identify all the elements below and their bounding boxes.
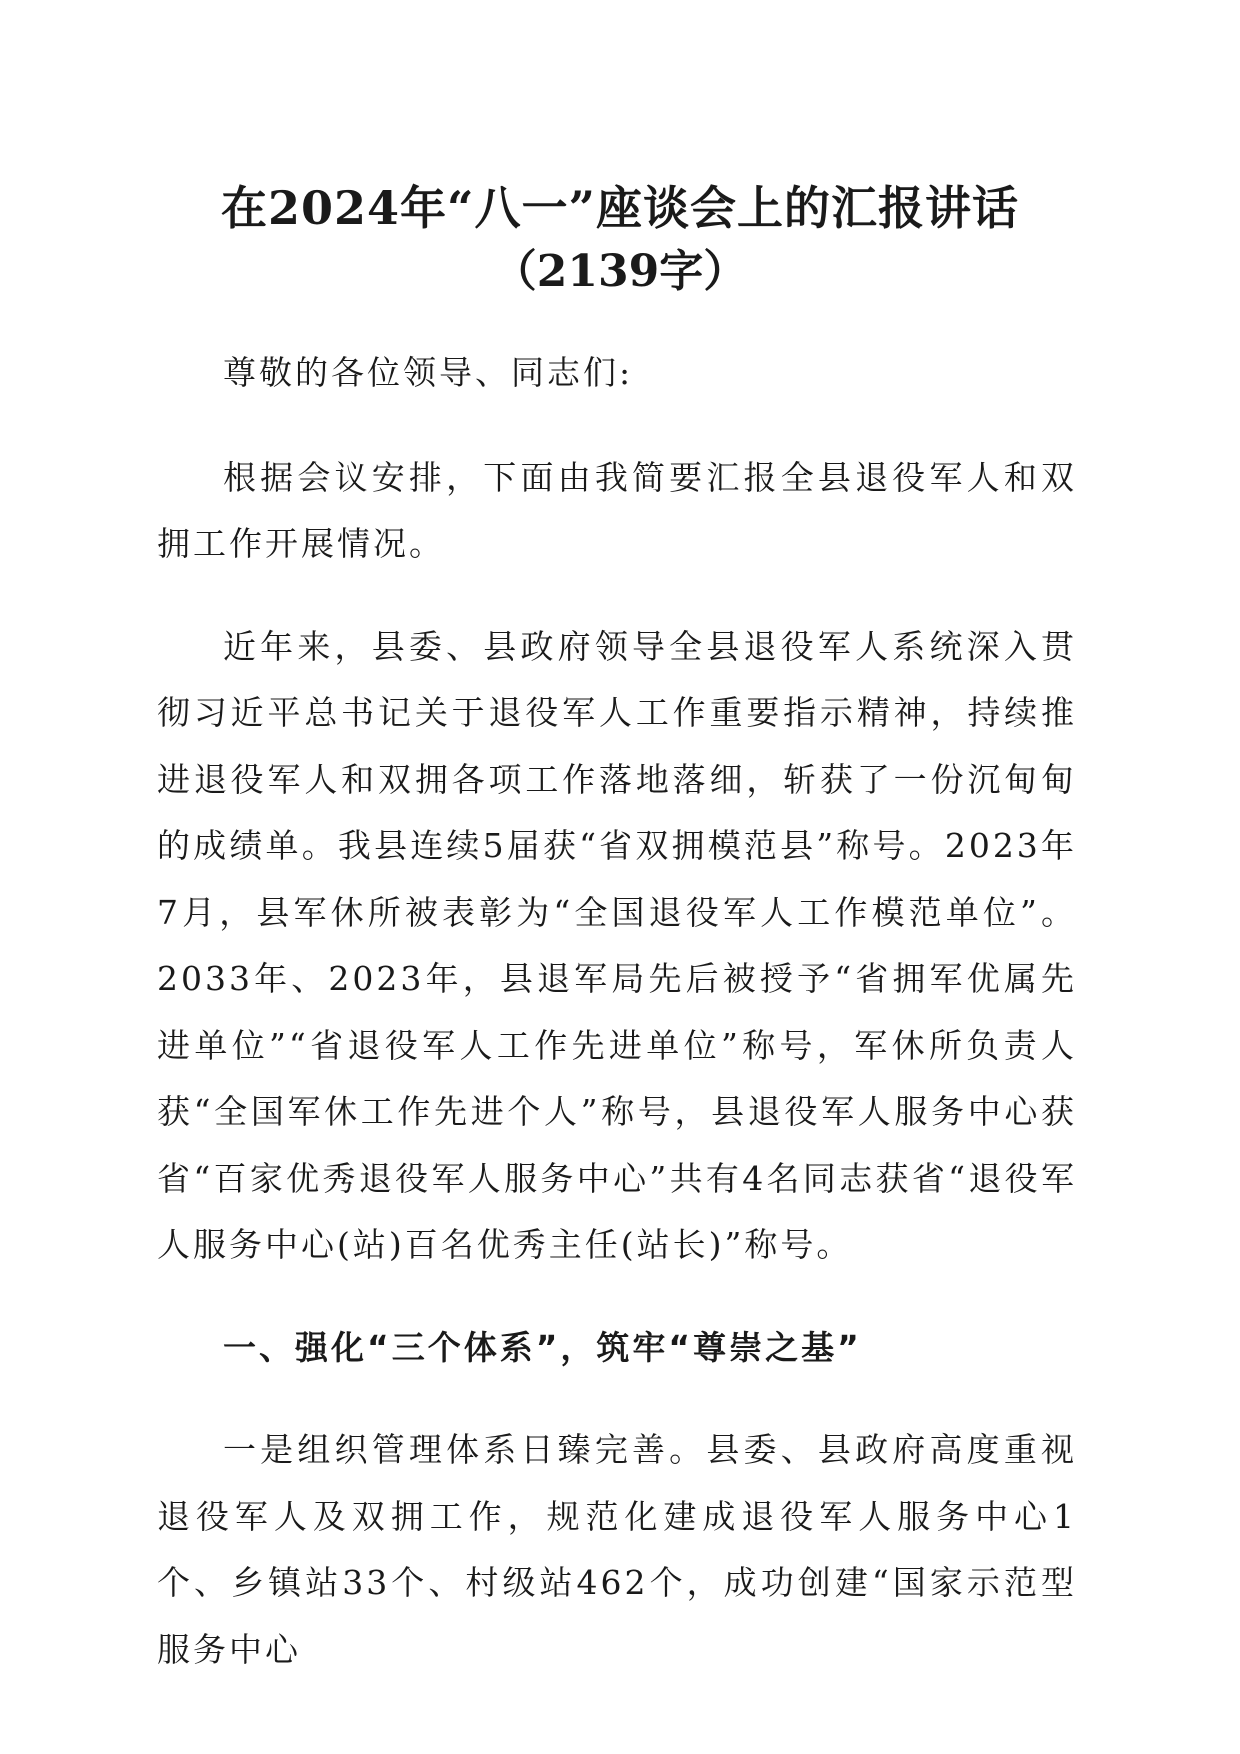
word-count-subtitle: （2139字） <box>492 246 748 297</box>
page-title: 在2024年“八一”座谈会上的汇报讲话 <box>221 181 1019 235</box>
title-block <box>0 176 1240 304</box>
document-body <box>157 340 1077 1719</box>
greeting: 尊敬的各位领导、同志们: <box>223 353 634 392</box>
paragraph-intro: 根据会议安排，下面由我简要汇报全县退役军人和双拥工作开展情况。 <box>157 457 1077 563</box>
paragraph-achievements: 近年来，县委、县政府领导全县退役军人系统深入贯彻习近平总书记关于退役军人工作重要指示精神，持续推进退役军人和双拥各项工作落地落细，斩获了一份沉甸甸的成绩单。我县连续5届获“省双拥模范县”称号。2023年7月，县军休所被表彰为“全国退役军人工作模范单位”。2033年、2023年，县退军局先后被授予“省拥军优属先进单位”“省退役军人工作先进单位”称号，军休所负责人获“全国军休工作先进个人”称号，县退役军人服务中心获省“百家优秀退役军人服务中心”共有4名同志获省“退役军人服务中心(站)百名优秀主任(站长)”称号。 <box>157 626 1077 1264</box>
section-heading: 一、强化“三个体系”，筑牢“尊崇之基” <box>223 1327 862 1367</box>
paragraph-section-one: 一是组织管理体系日臻完善。县委、县政府高度重视退役军人及双拥工作，规范化建成退役军人服务中心1个、乡镇站33个、村级站462个，成功创建“国家示范型服务中心 <box>157 1430 1077 1669</box>
